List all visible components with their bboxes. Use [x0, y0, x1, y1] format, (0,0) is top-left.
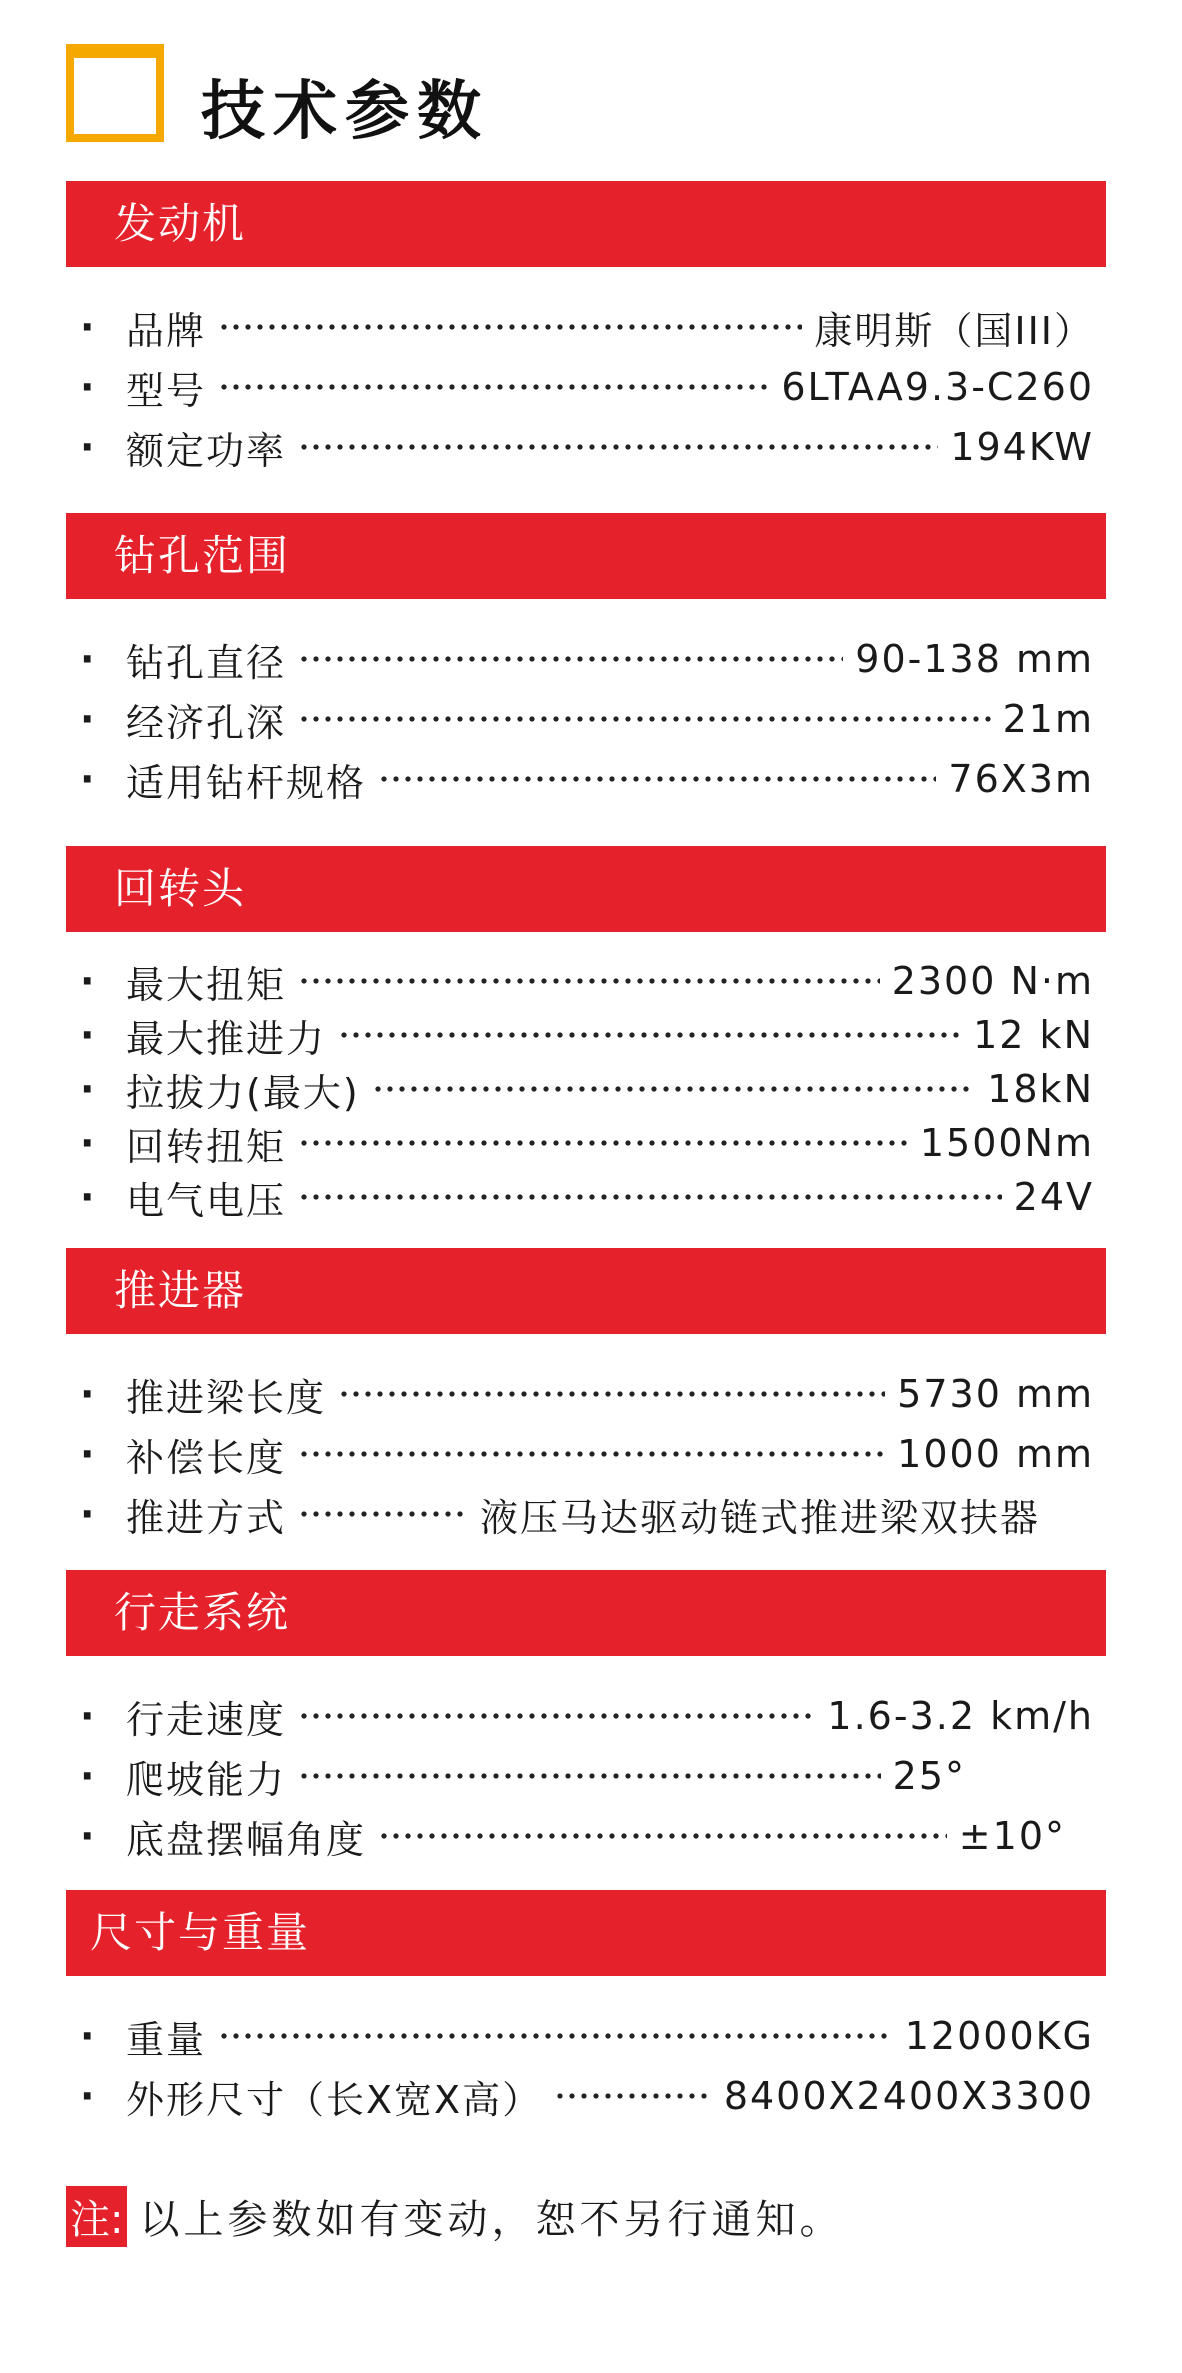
- spec-value: 12 kN: [973, 1013, 1094, 1057]
- spec-row: [66, 1806, 1106, 1866]
- dot-leader: [298, 444, 938, 450]
- spec-value: 21m: [1002, 697, 1094, 741]
- spec-value: 液压马达驱动链式推进梁双扶器: [480, 1495, 1041, 1540]
- dot-leader: [298, 1713, 815, 1719]
- bullet-icon: ·: [80, 1694, 95, 1738]
- spec-label: 拉拔力(最大): [126, 1070, 360, 1115]
- bullet-icon: ·: [80, 1492, 95, 1536]
- dot-leader: [218, 324, 802, 330]
- spec-label: 重量: [126, 2017, 207, 2062]
- bullet-icon: ·: [80, 425, 95, 469]
- spec-value: 24V: [1013, 1175, 1094, 1219]
- bullet-icon: ·: [80, 365, 95, 409]
- spec-label: 爬坡能力: [126, 1757, 287, 1802]
- spec-row: [66, 1062, 1106, 1116]
- spec-row: [66, 357, 1106, 417]
- section-header: 钻孔范围: [66, 513, 1106, 599]
- spec-label: 底盘摆幅角度: [126, 1817, 367, 1862]
- spec-row: [66, 629, 1106, 689]
- spec-row: [66, 954, 1106, 1008]
- dot-leader: [378, 1833, 947, 1839]
- section-dimensions-weight: [66, 1890, 1106, 2126]
- spec-value: 6LTAA9.3-C260: [781, 365, 1094, 409]
- spec-value: 8400X2400X3300: [723, 2074, 1094, 2118]
- spec-row: [66, 1364, 1106, 1424]
- bullet-icon: ·: [80, 1067, 95, 1111]
- spec-row: [66, 689, 1106, 749]
- section-travel-system: [66, 1570, 1106, 1866]
- section-header: 尺寸与重量: [66, 1890, 1106, 1976]
- spec-row: [66, 1008, 1106, 1062]
- dot-leader: [298, 656, 843, 662]
- spec-label: 额定功率: [126, 428, 287, 473]
- spec-row: [66, 749, 1106, 809]
- section-drilling-range: [66, 513, 1106, 809]
- dot-leader: [378, 776, 936, 782]
- spec-value: 90-138 mm: [855, 637, 1094, 681]
- bullet-icon: ·: [80, 1121, 95, 1165]
- spec-row: [66, 1686, 1106, 1746]
- dot-leader: [298, 1451, 885, 1457]
- spec-label: 适用钻杆规格: [126, 760, 367, 805]
- spec-row: [66, 1746, 1106, 1806]
- dot-leader: [298, 1773, 881, 1779]
- spec-label: 最大推进力: [126, 1016, 327, 1061]
- spec-label: 行走速度: [126, 1697, 287, 1742]
- dot-leader: [298, 716, 991, 722]
- spec-row: [66, 297, 1106, 357]
- note-text: 以上参数如有变动，恕不另行通知。: [139, 2197, 844, 2243]
- spec-row: [66, 2006, 1106, 2066]
- dot-leader: [298, 978, 880, 984]
- dot-leader: [298, 1140, 908, 1146]
- bullet-icon: ·: [80, 697, 95, 741]
- bullet-icon: ·: [80, 305, 95, 349]
- spec-value: 1500Nm: [919, 1121, 1094, 1165]
- section-header: 行走系统: [66, 1570, 1106, 1656]
- note-tag: 注:: [66, 2186, 127, 2247]
- section-rotary-head: [66, 846, 1106, 1224]
- dot-leader: [338, 1032, 961, 1038]
- spec-value: ±10°: [958, 1814, 1066, 1858]
- spec-value: 194KW: [950, 425, 1094, 469]
- spec-value: 1.6-3.2 km/h: [827, 1694, 1094, 1738]
- spec-value: 12000KG: [904, 2014, 1094, 2058]
- square-icon: [66, 44, 164, 142]
- section-header: 回转头: [66, 846, 1106, 932]
- dot-leader: [298, 1511, 468, 1517]
- spec-row: [66, 417, 1106, 477]
- spec-label: 最大扭矩: [126, 962, 287, 1007]
- dot-leader: [554, 2093, 712, 2099]
- spec-value: 2300 N·m: [891, 959, 1094, 1003]
- dot-leader: [338, 1391, 885, 1397]
- spec-label: 型号: [126, 368, 207, 413]
- footnote: [66, 2186, 843, 2247]
- section-header: 推进器: [66, 1248, 1106, 1334]
- page-title: 技术参数: [201, 75, 489, 149]
- spec-row: [66, 1424, 1106, 1484]
- bullet-icon: ·: [80, 1175, 95, 1219]
- bullet-icon: ·: [80, 1013, 95, 1057]
- spec-value: 1000 mm: [897, 1432, 1094, 1476]
- bullet-icon: ·: [80, 2014, 95, 2058]
- dot-leader: [372, 1086, 976, 1092]
- bullet-icon: ·: [80, 2074, 95, 2118]
- spec-value: 康明斯（国III）: [814, 308, 1094, 353]
- spec-label: 回转扭矩: [126, 1124, 287, 1169]
- spec-value: 76X3m: [948, 757, 1094, 801]
- bullet-icon: ·: [80, 1814, 95, 1858]
- bullet-icon: ·: [80, 1432, 95, 1476]
- spec-label: 钻孔直径: [126, 640, 287, 685]
- spec-row: [66, 1170, 1106, 1224]
- spec-label: 推进梁长度: [126, 1375, 327, 1420]
- spec-label: 补偿长度: [126, 1435, 287, 1480]
- spec-row: [66, 1116, 1106, 1170]
- spec-label: 经济孔深: [126, 700, 287, 745]
- bullet-icon: ·: [80, 1372, 95, 1416]
- section-header: 发动机: [66, 181, 1106, 267]
- bullet-icon: ·: [80, 959, 95, 1003]
- spec-value: 5730 mm: [897, 1372, 1094, 1416]
- spec-row: [66, 2066, 1106, 2126]
- section-engine: [66, 181, 1106, 477]
- bullet-icon: ·: [80, 757, 95, 801]
- spec-value: 25°: [892, 1754, 966, 1798]
- spec-row: [66, 1484, 1106, 1544]
- spec-label: 推进方式: [126, 1495, 287, 1540]
- bullet-icon: ·: [80, 1754, 95, 1798]
- bullet-icon: ·: [80, 637, 95, 681]
- dot-leader: [298, 1194, 1002, 1200]
- spec-label: 品牌: [126, 308, 207, 353]
- spec-label: 电气电压: [126, 1178, 287, 1223]
- section-feeder: [66, 1248, 1106, 1544]
- spec-label: 外形尺寸（长X宽X高）: [126, 2077, 543, 2122]
- dot-leader: [218, 384, 769, 390]
- spec-value: 18kN: [987, 1067, 1094, 1111]
- dot-leader: [218, 2033, 893, 2039]
